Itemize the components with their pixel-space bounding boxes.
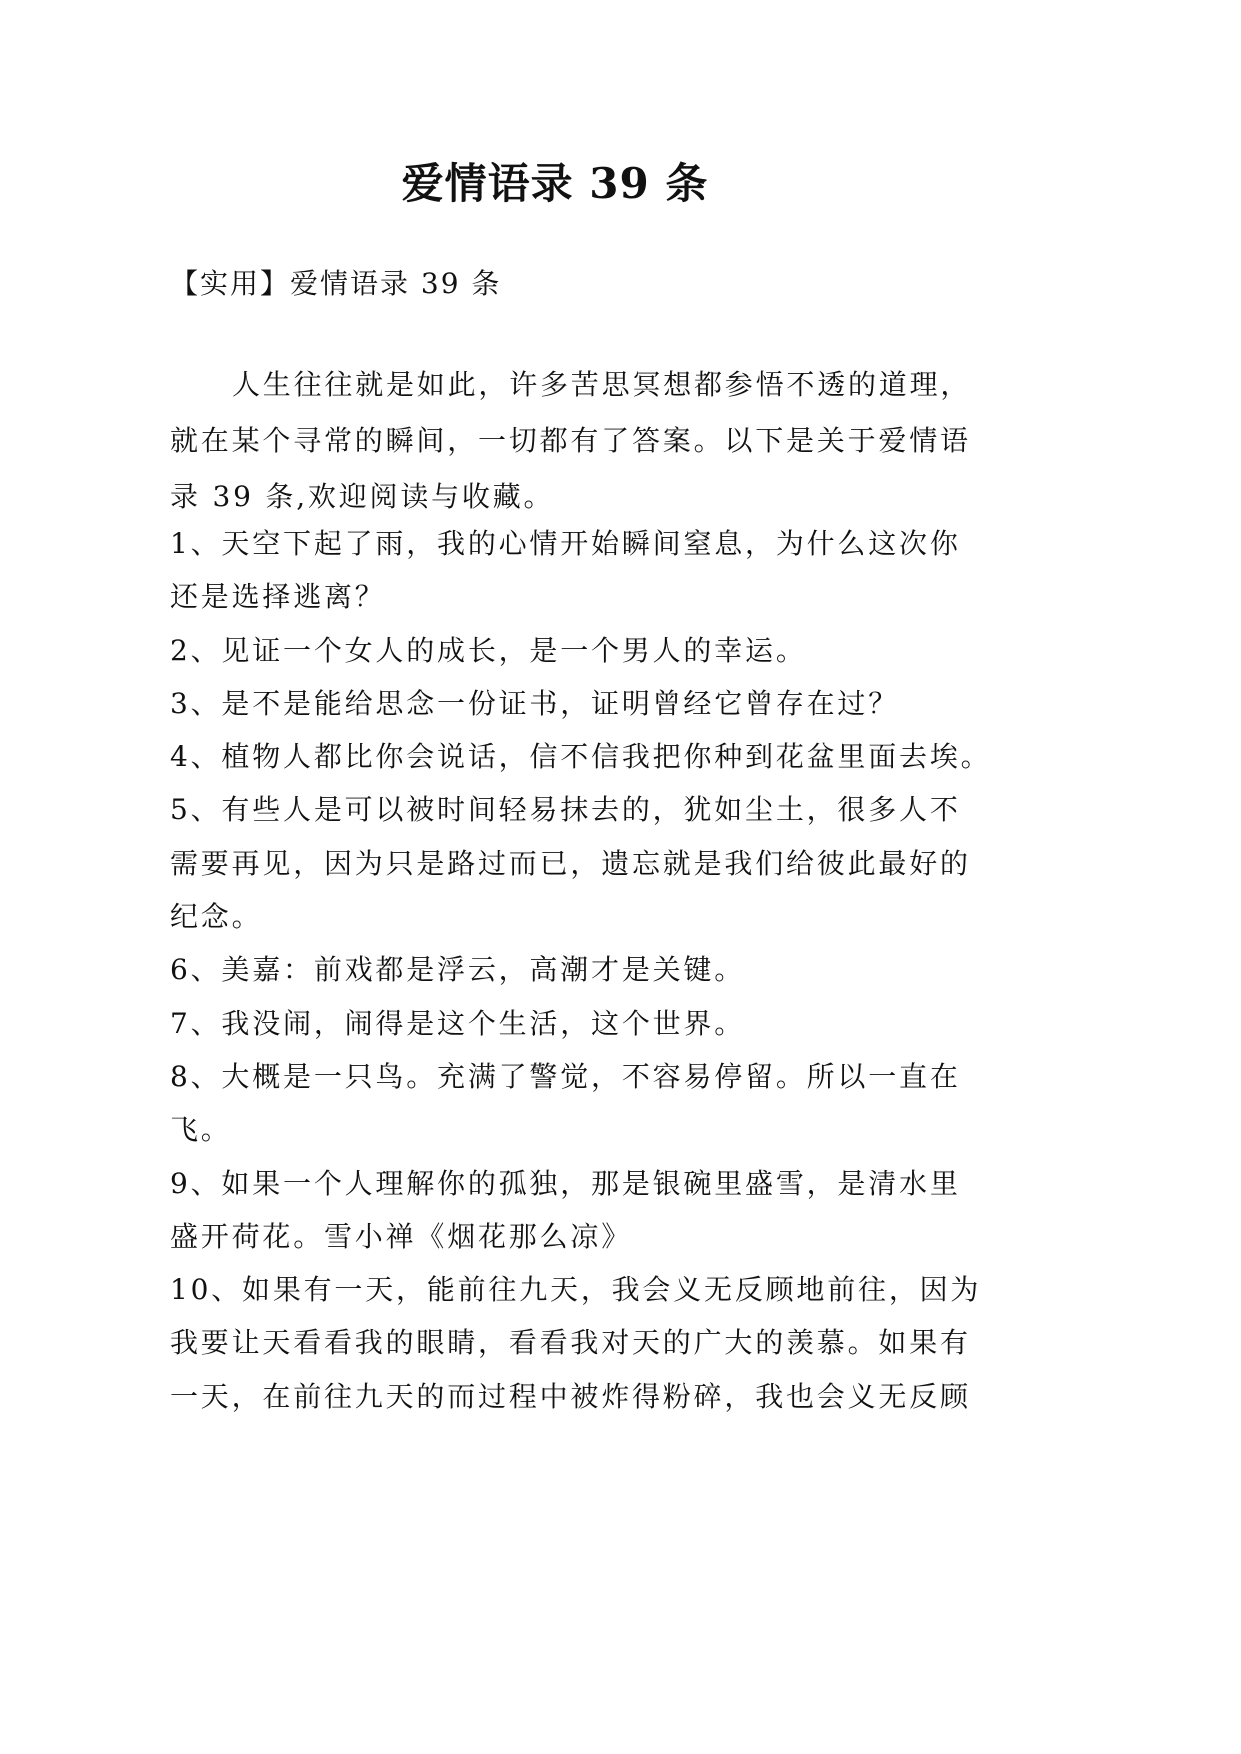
quote-line: 还是选择逃离？ [170, 580, 386, 614]
quote-line: 一天，在前往九天的而过程中被炸得粉碎，我也会义无反顾 [170, 1379, 971, 1413]
document-title: 爱情语录 39 条 [401, 159, 709, 208]
quote-line: 4、植物人都比你会说话，信不信我把你种到花盆里面去埃。 [170, 740, 992, 774]
quote-item-8 [170, 1050, 990, 1157]
quote-line: 8、大概是一只鸟。充满了警觉，不容易停留。所以一直在 [170, 1059, 961, 1093]
quote-item-6 [170, 943, 990, 996]
quote-item-10 [170, 1263, 990, 1423]
quote-line: 5、有些人是可以被时间轻易抹去的，犹如尘土，很多人不 [170, 793, 961, 827]
quote-item-5 [170, 783, 990, 943]
intro-line: 人生往往就是如此，许多苦思冥想都参悟不透的道理， [232, 368, 972, 401]
quote-line: 1、天空下起了雨，我的心情开始瞬间窒息，为什么这次你 [170, 527, 961, 560]
quote-line: 6、美嘉：前戏都是浮云，高潮才是关键。 [170, 953, 746, 987]
quote-line: 我要让天看看我的眼睛，看看我对天的广大的羡慕。如果有 [170, 1326, 971, 1360]
quote-line: 2、见证一个女人的成长，是一个男人的幸运。 [170, 633, 807, 667]
quote-line: 3、是不是能给思念一份证书，证明曾经它曾存在过？ [170, 686, 900, 720]
quote-item-4 [170, 730, 990, 783]
quote-list [170, 517, 990, 1423]
intro-paragraph [170, 357, 970, 525]
quote-item-3 [170, 677, 990, 730]
quote-line: 需要再见，因为只是路过而已，遗忘就是我们给彼此最好的 [170, 846, 971, 880]
quote-line: 9、如果一个人理解你的孤独，那是银碗里盛雪，是清水里 [170, 1166, 961, 1200]
quote-item-2 [170, 624, 990, 677]
intro-line: 就在某个寻常的瞬间，一切都有了答案。以下是关于爱情语 [170, 424, 971, 457]
quote-line: 纪念。 [170, 900, 263, 934]
quote-item-9 [170, 1157, 990, 1264]
quote-item-7 [170, 997, 990, 1050]
quote-line: 7、我没闹，闹得是这个生活，这个世界。 [170, 1006, 746, 1040]
document-subtitle: 【实用】爱情语录 39 条 [170, 267, 502, 300]
quote-line: 飞。 [170, 1113, 232, 1147]
quote-line: 10、如果有一天，能前往九天，我会义无反顾地前往，因为 [170, 1273, 982, 1307]
quote-item-1 [170, 517, 990, 624]
intro-line: 录 39 条,欢迎阅读与收藏。 [170, 480, 555, 513]
quote-line: 盛开荷花。雪小禅《烟花那么凉》 [170, 1219, 633, 1253]
